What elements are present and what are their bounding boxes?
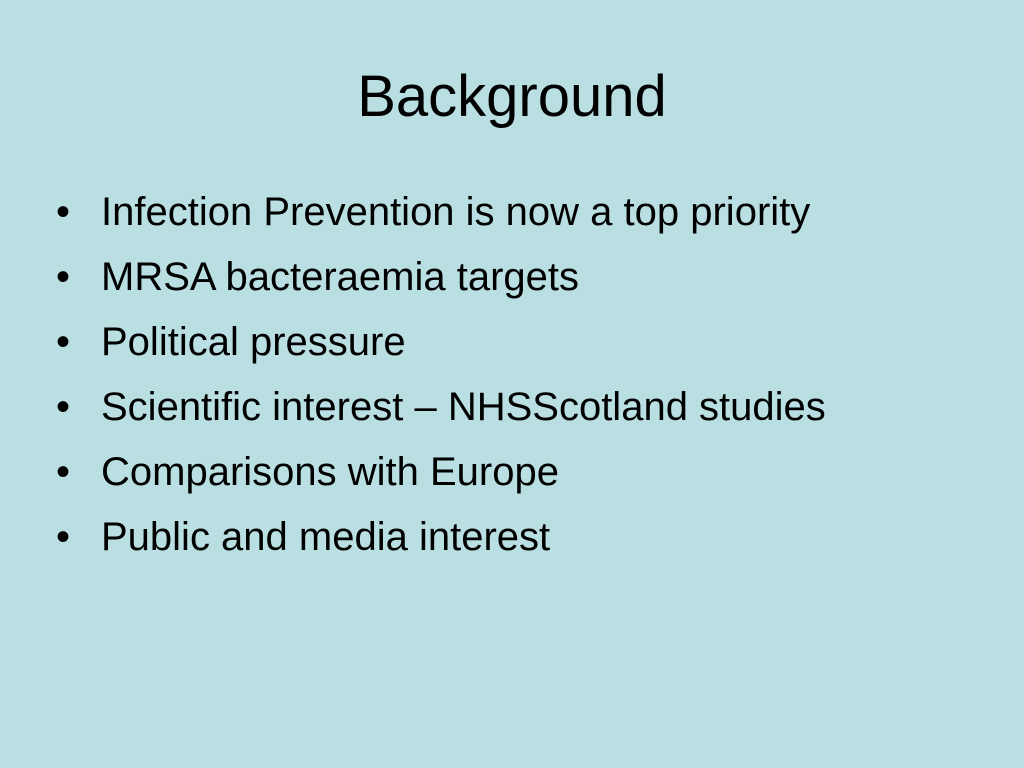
bullet-item [56,505,826,570]
slide-title: Background [357,64,667,129]
bullet-list [56,180,826,570]
bullet-item [56,310,826,375]
bullet-text: Scientific interest – NHSScotland studies [101,385,826,429]
bullet-text: Public and media interest [101,515,551,559]
bullet-text: Infection Prevention is now a top priority [101,190,811,234]
bullet-item [56,245,826,310]
bullet-item [56,375,826,440]
bullet-icon: • [56,450,71,494]
bullet-item [56,440,826,505]
bullet-text: Political pressure [101,320,406,364]
bullet-icon: • [56,190,71,234]
bullet-icon: • [56,320,71,364]
bullet-item [56,180,826,245]
bullet-icon: • [56,515,71,559]
bullet-icon: • [56,385,71,429]
bullet-text: MRSA bacteraemia targets [101,255,579,299]
bullet-icon: • [56,255,71,299]
bullet-text: Comparisons with Europe [101,450,559,494]
